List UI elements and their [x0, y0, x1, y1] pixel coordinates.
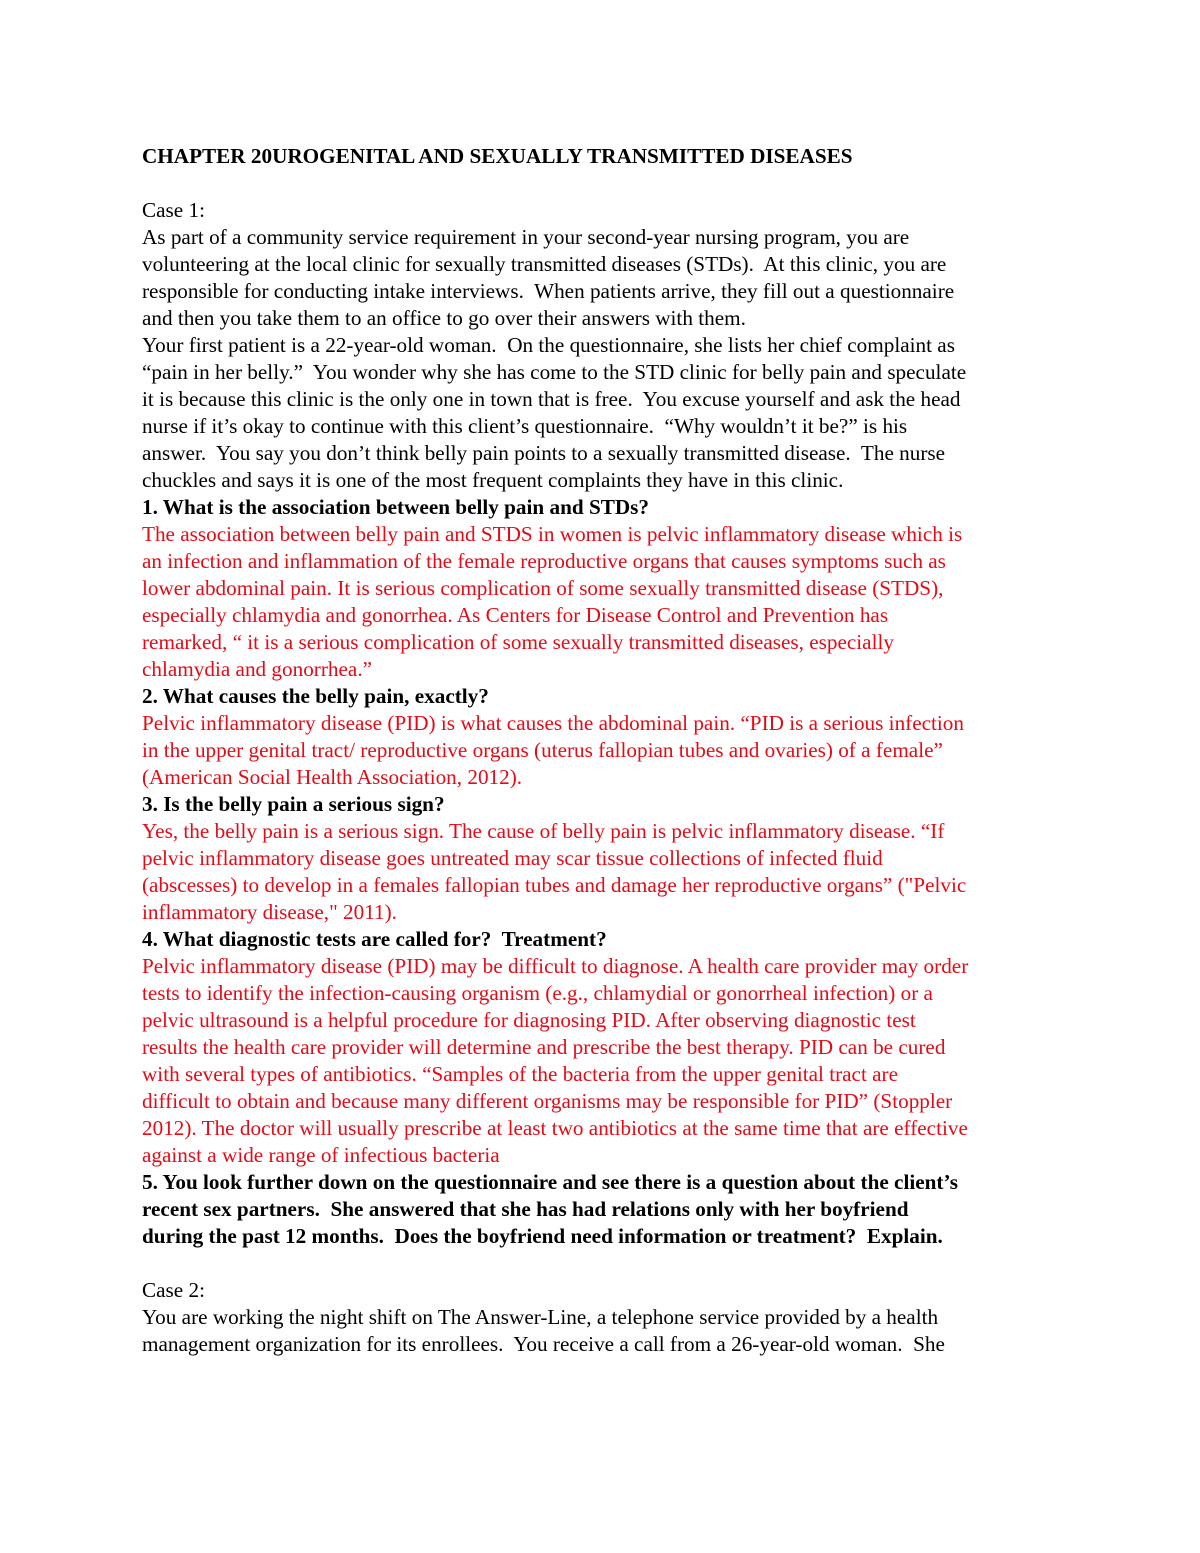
- answer-line: (American Social Health Association, 2012).: [142, 765, 523, 789]
- answer-line: an infection and inflammation of the female reproductive organs that causes symptoms such as: [142, 549, 946, 573]
- answer-line: inflammatory disease," 2011).: [142, 900, 397, 924]
- case-text-line: You are working the night shift on The Answer-Line, a telephone service provided by a health: [142, 1305, 939, 1329]
- case-2-intro: [142, 1304, 1072, 1358]
- case-text-line: management organization for its enrollees. You receive a call from a 26-year-old woman. She: [142, 1332, 945, 1356]
- case-text-line: volunteering at the local clinic for sexually transmitted diseases (STDs). At this clinic, you are: [142, 252, 947, 276]
- answer-line: results the health care provider will determine and prescribe the best therapy. PID can be cured: [142, 1035, 946, 1059]
- answer-line: pelvic inflammatory disease goes untreated may scar tissue collections of infected fluid: [142, 846, 883, 870]
- section-gap: [142, 1250, 1072, 1277]
- case-text-line: answer. You say you don’t think belly pain points to a sexually transmitted disease. The nurse: [142, 441, 946, 465]
- question-line: recent sex partners. She answered that she has had relations only with her boyfriend: [142, 1197, 909, 1221]
- answer-line: Pelvic inflammatory disease (PID) may be difficult to diagnose. A health care provider may order: [142, 954, 969, 978]
- answer-line: 2012). The doctor will usually prescribe at least two antibiotics at the same time that are effective: [142, 1116, 968, 1140]
- question-line: 3. Is the belly pain a serious sign?: [142, 792, 445, 816]
- case-text-line: nurse if it’s okay to continue with this client’s questionnaire. “Why wouldn’t it be?” is his: [142, 414, 908, 438]
- question-block: [142, 494, 1072, 683]
- answer-line: chlamydia and gonorrhea.”: [142, 657, 373, 681]
- case-text-line: it is because this clinic is the only one in town that is free. You excuse yourself and ask the head: [142, 387, 961, 411]
- answer-line: in the upper genital tract/ reproductive organs (uterus fallopian tubes and ovaries) of a female”: [142, 738, 943, 762]
- case-text-line: As part of a community service requirement in your second-year nursing program, you are: [142, 225, 910, 249]
- case-1-label: Case 1:: [142, 198, 205, 222]
- document-body: [142, 143, 1072, 1358]
- case-2-label: Case 2:: [142, 1278, 205, 1302]
- answer-line: Yes, the belly pain is a serious sign. The cause of belly pain is pelvic inflammatory disease. “If: [142, 819, 945, 843]
- case-text-line: Your first patient is a 22-year-old woman. On the questionnaire, she lists her chief complaint as: [142, 333, 955, 357]
- case-text-line: and then you take them to an office to go over their answers with them.: [142, 306, 746, 330]
- question-block: [142, 926, 1072, 1169]
- question-line: during the past 12 months. Does the boyfriend need information or treatment? Explain.: [142, 1224, 943, 1248]
- answer-line: remarked, “ it is a serious complication of some sexually transmitted diseases, especially: [142, 630, 894, 654]
- case-text-line: chuckles and says it is one of the most frequent complaints they have in this clinic.: [142, 468, 844, 492]
- case-1-intro: [142, 224, 1072, 494]
- question-line: 1. What is the association between belly pain and STDs?: [142, 495, 650, 519]
- case-1-questions: [142, 494, 1072, 1250]
- question-block: [142, 683, 1072, 791]
- answer-line: pelvic ultrasound is a helpful procedure for diagnosing PID. After observing diagnostic test: [142, 1008, 916, 1032]
- answer-line: especially chlamydia and gonorrhea. As Centers for Disease Control and Prevention has: [142, 603, 889, 627]
- case-text-line: responsible for conducting intake interviews. When patients arrive, they fill out a questionnaire: [142, 279, 955, 303]
- answer-line: tests to identify the infection-causing organism (e.g., chlamydial or gonorrheal infection) or a: [142, 981, 933, 1005]
- question-line: 2. What causes the belly pain, exactly?: [142, 684, 489, 708]
- answer-line: against a wide range of infectious bacteria: [142, 1143, 500, 1167]
- answer-line: with several types of antibiotics. “Samples of the bacteria from the upper genital tract are: [142, 1062, 898, 1086]
- answer-line: difficult to obtain and because many different organisms may be responsible for PID” (Stoppler: [142, 1089, 953, 1113]
- question-line: 4. What diagnostic tests are called for? Treatment?: [142, 927, 607, 951]
- answer-line: The association between belly pain and STDS in women is pelvic inflammatory disease which is: [142, 522, 963, 546]
- answer-line: lower abdominal pain. It is serious complication of some sexually transmitted disease (STDS),: [142, 576, 944, 600]
- question-block: [142, 1169, 1072, 1250]
- chapter-title: CHAPTER 20UROGENITAL AND SEXUALLY TRANSMITTED DISEASES: [142, 144, 853, 168]
- case-text-line: “pain in her belly.” You wonder why she has come to the STD clinic for belly pain and speculate: [142, 360, 967, 384]
- question-block: [142, 791, 1072, 926]
- answer-line: Pelvic inflammatory disease (PID) is what causes the abdominal pain. “PID is a serious infection: [142, 711, 964, 735]
- question-line: 5. You look further down on the questionnaire and see there is a question about the client’s: [142, 1170, 958, 1194]
- answer-line: (abscesses) to develop in a females fallopian tubes and damage her reproductive organs” ("Pelvic: [142, 873, 967, 897]
